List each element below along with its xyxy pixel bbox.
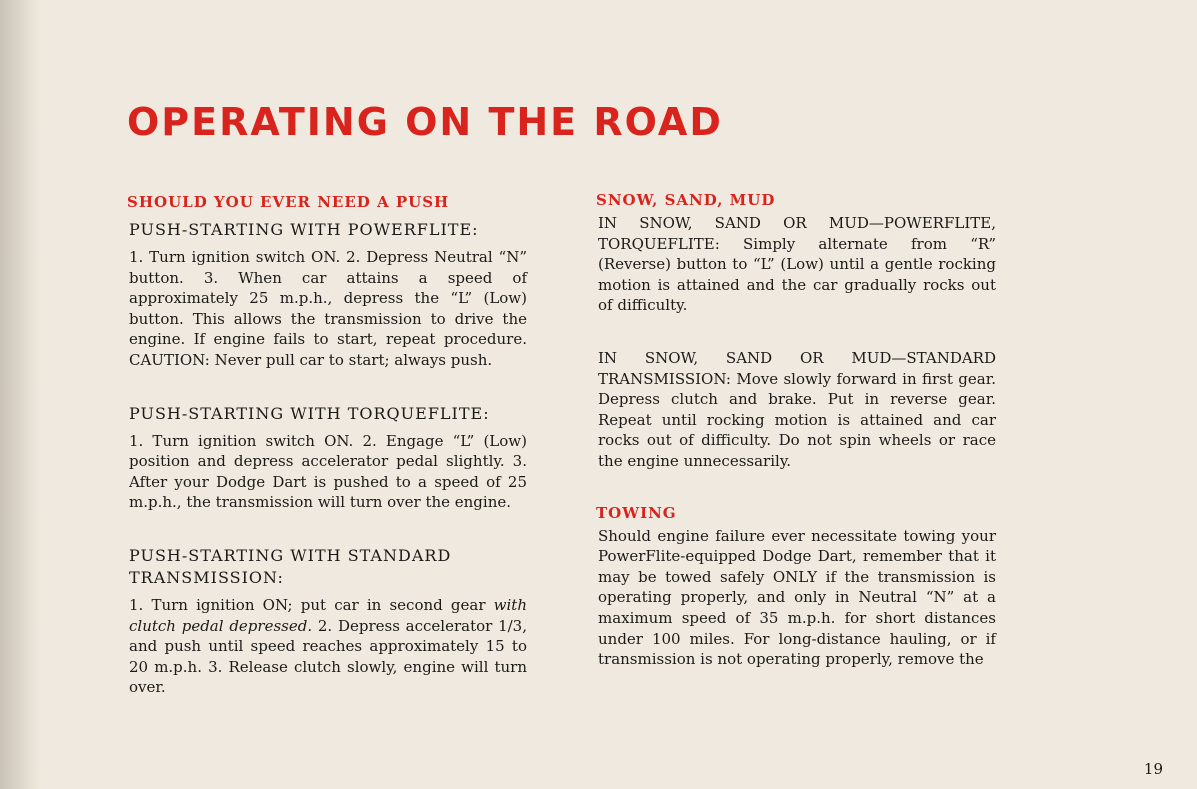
snow-standard-instructions: IN SNOW, SAND OR MUD—STANDARD TRANSMISSION: Move slowly forward in first gear. Depress clutch and brake. Put in reverse gear. Repeat until rocking motion is attained and car rocks out of difficulty. Do not spin wheels or race the engine unnecessarily.: [598, 348, 996, 470]
left-column: [127, 193, 527, 698]
towing-instructions: Should engine failure ever necessitate towing your PowerFlite-equipped Dodge Dart, remember that it may be towed safely ONLY if the transmission is operating properly, and only in Neutral “N” at a maximum speed of 35 m.p.h. for short distances under 100 miles. For long-distance hauling, or if transmission is not operating properly, remove the: [598, 526, 996, 669]
right-column: [596, 191, 996, 670]
torqueflite-instructions: 1. Turn ignition switch ON. 2. Engage “L” (Low) position and depress accelerator pedal slightly. 3. After your Dodge Dart is pushed to a speed of 25 m.p.h., the transmission will turn over the engine.: [129, 431, 527, 512]
standard-text-part2: 2. Depress accelerator 1/3, and push until speed reaches approximately 15 to 20 m.p.h. 3. Release clutch slowly, engine will turn over.: [129, 616, 527, 697]
push-section-heading: SHOULD YOU EVER NEED A PUSH: [127, 193, 450, 211]
page-number: 19: [1143, 760, 1163, 778]
page-title: OPERATING ON THE ROAD: [127, 100, 723, 144]
snow-section-heading: SNOW, SAND, MUD: [596, 191, 776, 209]
standard-text-part1: 1. Turn ignition ON; put car in second gear: [129, 595, 494, 614]
powerflite-subhead: PUSH-STARTING WITH POWERFLITE:: [129, 220, 479, 239]
standard-instructions: [129, 595, 527, 698]
powerflite-instructions: 1. Turn ignition switch ON. 2. Depress Neutral “N” button. 3. When car attains a speed of approximately 25 m.p.h., depress the “L” (Low) button. This allows the transmission to drive the engine. If engine fails to start, repeat procedure. CAUTION: Never pull car to start; always push.: [129, 248, 527, 369]
page-gutter-shadow: [0, 0, 40, 789]
standard-text-italic: with clutch pedal depressed.: [129, 595, 527, 635]
torqueflite-subhead: PUSH-STARTING WITH TORQUEFLITE:: [129, 403, 490, 423]
towing-section-heading: TOWING: [596, 503, 677, 522]
snow-powerflite-instructions: IN SNOW, SAND OR MUD—POWERFLITE, TORQUEFLITE: Simply alternate from “R” (Reverse) button to “L” (Low) until a gentle rocking motion is attained and the car gradually rocks out of difficulty.: [598, 214, 996, 315]
standard-subhead: PUSH-STARTING WITH STANDARD TRANSMISSION:: [129, 545, 452, 587]
